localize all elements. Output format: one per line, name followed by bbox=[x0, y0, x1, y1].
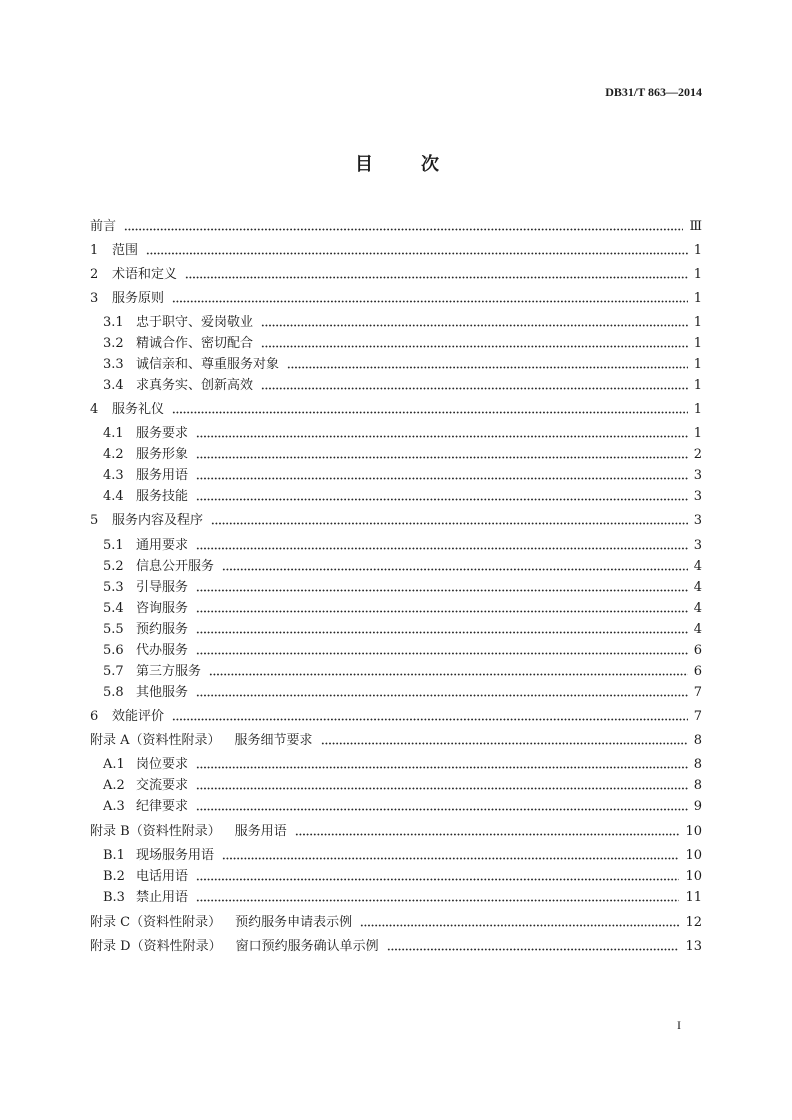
toc-entry-number: 5.7 bbox=[103, 664, 124, 679]
toc-entry-number: 4.2 bbox=[103, 447, 124, 462]
toc-entry-title: 电话用语 bbox=[136, 869, 189, 884]
dot-leader bbox=[196, 878, 679, 881]
dot-leader bbox=[321, 742, 688, 745]
toc-entry-title: 纪律要求 bbox=[136, 799, 189, 814]
dot-leader bbox=[295, 833, 680, 836]
dot-leader bbox=[222, 857, 679, 860]
toc-subentry bbox=[103, 799, 702, 815]
toc-entry-title: 服务技能 bbox=[136, 489, 189, 504]
dot-leader bbox=[196, 547, 688, 550]
toc-entry-number: 3.4 bbox=[103, 378, 124, 393]
toc-entry-page: 3 bbox=[693, 513, 702, 528]
toc-entry-page: 7 bbox=[693, 685, 702, 700]
toc-entry-number: 5.8 bbox=[103, 685, 124, 700]
toc-entry-number: 5.6 bbox=[103, 643, 124, 658]
toc-subentry bbox=[103, 757, 702, 773]
toc-entry-number: 2 bbox=[90, 267, 99, 282]
toc-entry-page: 8 bbox=[693, 757, 702, 772]
toc-subentry bbox=[103, 848, 702, 864]
toc-subentry bbox=[103, 447, 702, 463]
toc-entry-page: 3 bbox=[693, 489, 702, 504]
toc-entry-page: 1 bbox=[693, 426, 702, 441]
dot-leader bbox=[360, 924, 679, 927]
dot-leader bbox=[172, 411, 688, 414]
toc-entry-title: 引导服务 bbox=[136, 580, 189, 595]
toc-entry-page: Ⅲ bbox=[689, 219, 702, 234]
toc-entry-page: 10 bbox=[685, 848, 702, 863]
toc-subentry bbox=[103, 778, 702, 794]
toc-entry-title: 信息公开服务 bbox=[136, 559, 215, 574]
toc-entry-page: 11 bbox=[685, 890, 702, 905]
toc-entry-page: 8 bbox=[693, 733, 702, 748]
toc-annex-entry bbox=[90, 915, 702, 931]
toc-subentry bbox=[103, 315, 702, 331]
toc-entry-page: 4 bbox=[693, 580, 702, 595]
toc-subentry bbox=[103, 489, 702, 505]
toc-entry-page: 1 bbox=[693, 357, 702, 372]
toc-entry-title: 其他服务 bbox=[136, 685, 189, 700]
toc-entry-title: 禁止用语 bbox=[136, 890, 189, 905]
toc-entry-page: 6 bbox=[693, 643, 702, 658]
toc-entry-number: B.2 bbox=[103, 869, 125, 884]
dot-leader bbox=[196, 498, 688, 501]
toc-annex-entry bbox=[90, 824, 702, 840]
dot-leader bbox=[261, 324, 688, 327]
toc-entry-page: 3 bbox=[693, 538, 702, 553]
toc-subentry bbox=[103, 357, 702, 373]
toc-entry-title: 交流要求 bbox=[136, 778, 189, 793]
toc-entry-page: 12 bbox=[685, 915, 702, 930]
toc-subentry bbox=[103, 538, 702, 554]
dot-leader bbox=[172, 718, 688, 721]
toc-entry-page: 4 bbox=[693, 559, 702, 574]
toc-annex-type: （资料性附录） bbox=[129, 733, 221, 748]
toc-entry-title: 精诚合作、密切配合 bbox=[136, 336, 254, 351]
toc-subentry bbox=[103, 664, 702, 680]
toc-entry-title: 预约服务 bbox=[136, 622, 189, 637]
toc-annex-entry bbox=[90, 733, 702, 749]
toc-entry-number: 5 bbox=[90, 513, 99, 528]
toc-entry-page: 6 bbox=[693, 664, 702, 679]
dot-leader bbox=[387, 948, 680, 951]
toc-entry-number: 5.4 bbox=[103, 601, 124, 616]
toc-entry-number: B.3 bbox=[103, 890, 125, 905]
toc-entry-number: A.3 bbox=[103, 799, 125, 814]
toc-entry-page: 9 bbox=[693, 799, 702, 814]
toc-entry-number: 3 bbox=[90, 291, 99, 306]
toc-annex-type: （资料性附录） bbox=[130, 915, 222, 930]
toc-subentry bbox=[103, 622, 702, 638]
toc-entry-title: 通用要求 bbox=[136, 538, 189, 553]
toc-entry-page: 1 bbox=[693, 402, 702, 417]
toc-entry-number: 3.1 bbox=[103, 315, 124, 330]
toc-entry-page: 1 bbox=[693, 315, 702, 330]
dot-leader bbox=[124, 228, 683, 231]
toc-entry-title: 服务细节要求 bbox=[234, 733, 313, 748]
dot-leader bbox=[196, 589, 688, 592]
dot-leader bbox=[196, 694, 688, 697]
toc-entry-page: 3 bbox=[693, 468, 702, 483]
toc-entry-page: 1 bbox=[693, 267, 702, 282]
toc-entry bbox=[90, 243, 702, 259]
toc-entry-number: 5.1 bbox=[103, 538, 124, 553]
toc-subentry bbox=[103, 378, 702, 394]
toc-entry-number: 5.5 bbox=[103, 622, 124, 637]
toc-entry-title: 服务用语 bbox=[234, 824, 287, 839]
dot-leader bbox=[185, 276, 688, 279]
toc-entry-title: 诚信亲和、尊重服务对象 bbox=[136, 357, 280, 372]
dot-leader bbox=[196, 477, 688, 480]
toc-entry-title: 忠于职守、爱岗敬业 bbox=[136, 315, 254, 330]
dot-leader bbox=[196, 787, 688, 790]
toc-entry bbox=[90, 402, 702, 418]
toc-entry-title: 范围 bbox=[112, 243, 139, 258]
toc-entry-page: 8 bbox=[693, 778, 702, 793]
toc-entry-title: 窗口预约服务确认单示例 bbox=[235, 939, 379, 954]
toc-entry-number: 4 bbox=[90, 402, 99, 417]
toc-entry-number: 1 bbox=[90, 243, 99, 258]
toc-entry-title: 第三方服务 bbox=[136, 664, 202, 679]
toc-entry-number: 4.1 bbox=[103, 426, 124, 441]
toc-entry-number: 6 bbox=[90, 709, 99, 724]
toc-entry bbox=[90, 513, 702, 529]
toc-entry bbox=[90, 291, 702, 307]
toc-subentry bbox=[103, 890, 702, 906]
toc-entry-number: 4.4 bbox=[103, 489, 124, 504]
toc-entry-number: 3.3 bbox=[103, 357, 124, 372]
toc-entry-page: 10 bbox=[685, 869, 702, 884]
toc-subentry bbox=[103, 580, 702, 596]
toc-entry-title: 预约服务申请表示例 bbox=[235, 915, 353, 930]
toc-subentry bbox=[103, 643, 702, 659]
toc-entry-title: 岗位要求 bbox=[136, 757, 189, 772]
toc-entry-title: 求真务实、创新高效 bbox=[136, 378, 254, 393]
toc-entry-number: 3.2 bbox=[103, 336, 124, 351]
toc-entry bbox=[90, 709, 702, 725]
toc-entry-page: 10 bbox=[685, 824, 702, 839]
dot-leader bbox=[146, 252, 688, 255]
toc-entry-title: 服务原则 bbox=[112, 291, 165, 306]
toc-entry-page: 1 bbox=[693, 243, 702, 258]
page-title: 目 次 bbox=[355, 154, 443, 175]
toc-annex-type: （资料性附录） bbox=[130, 939, 222, 954]
toc-entry-title: 服务礼仪 bbox=[112, 402, 165, 417]
dot-leader bbox=[172, 300, 688, 303]
toc-entry-title: 现场服务用语 bbox=[136, 848, 215, 863]
toc-entry-title: 咨询服务 bbox=[136, 601, 189, 616]
toc-entry-title: 前言 bbox=[90, 219, 117, 234]
dot-leader bbox=[261, 387, 688, 390]
toc-entry-page: 2 bbox=[693, 447, 702, 462]
toc-entry-page: 1 bbox=[693, 291, 702, 306]
page-number: I bbox=[677, 1018, 681, 1032]
dot-leader bbox=[196, 435, 688, 438]
toc-subentry bbox=[103, 685, 702, 701]
toc-entry-title: 术语和定义 bbox=[112, 267, 178, 282]
toc-entry-number: A.1 bbox=[103, 757, 125, 772]
toc-subentry bbox=[103, 426, 702, 442]
toc-subentry bbox=[103, 869, 702, 885]
toc-entry-page: 1 bbox=[693, 378, 702, 393]
toc-entry-number: 附录 C bbox=[90, 915, 131, 930]
dot-leader bbox=[222, 568, 688, 571]
toc-entry-number: 5.3 bbox=[103, 580, 124, 595]
toc-entry-number: 附录 B bbox=[90, 824, 130, 839]
toc-entry-page: 4 bbox=[693, 622, 702, 637]
dot-leader bbox=[196, 456, 688, 459]
toc-entry bbox=[90, 267, 702, 283]
toc-subentry bbox=[103, 559, 702, 575]
dot-leader bbox=[196, 631, 688, 634]
toc-entry-title: 代办服务 bbox=[136, 643, 189, 658]
toc-subentry bbox=[103, 468, 702, 484]
dot-leader bbox=[261, 345, 688, 348]
dot-leader bbox=[196, 610, 688, 613]
dot-leader bbox=[196, 766, 688, 769]
dot-leader bbox=[209, 673, 688, 676]
dot-leader bbox=[196, 808, 688, 811]
toc-entry-title: 服务用语 bbox=[136, 468, 189, 483]
standard-code: DB31/T 863—2014 bbox=[605, 85, 702, 99]
toc-entry-title: 服务形象 bbox=[136, 447, 189, 462]
toc-entry bbox=[90, 219, 702, 235]
toc-subentry bbox=[103, 336, 702, 352]
toc-entry-number: 附录 A bbox=[90, 733, 130, 748]
toc-entry-number: B.1 bbox=[103, 848, 125, 863]
toc-subentry bbox=[103, 601, 702, 617]
toc-annex-type: （资料性附录） bbox=[129, 824, 221, 839]
toc-entry-page: 4 bbox=[693, 601, 702, 616]
toc-entry-page: 7 bbox=[693, 709, 702, 724]
toc-entry-number: 附录 D bbox=[90, 939, 131, 954]
dot-leader bbox=[287, 366, 688, 369]
toc-entry-title: 服务要求 bbox=[136, 426, 189, 441]
toc-annex-entry bbox=[90, 939, 702, 955]
dot-leader bbox=[211, 522, 688, 525]
dot-leader bbox=[196, 899, 679, 902]
toc-entry-page: 1 bbox=[693, 336, 702, 351]
toc-entry-title: 服务内容及程序 bbox=[112, 513, 204, 528]
toc-entry-number: 5.2 bbox=[103, 559, 124, 574]
toc-entry-number: A.2 bbox=[103, 778, 125, 793]
toc-entry-number: 4.3 bbox=[103, 468, 124, 483]
toc-entry-page: 13 bbox=[685, 939, 702, 954]
dot-leader bbox=[196, 652, 688, 655]
toc-entry-title: 效能评价 bbox=[112, 709, 165, 724]
